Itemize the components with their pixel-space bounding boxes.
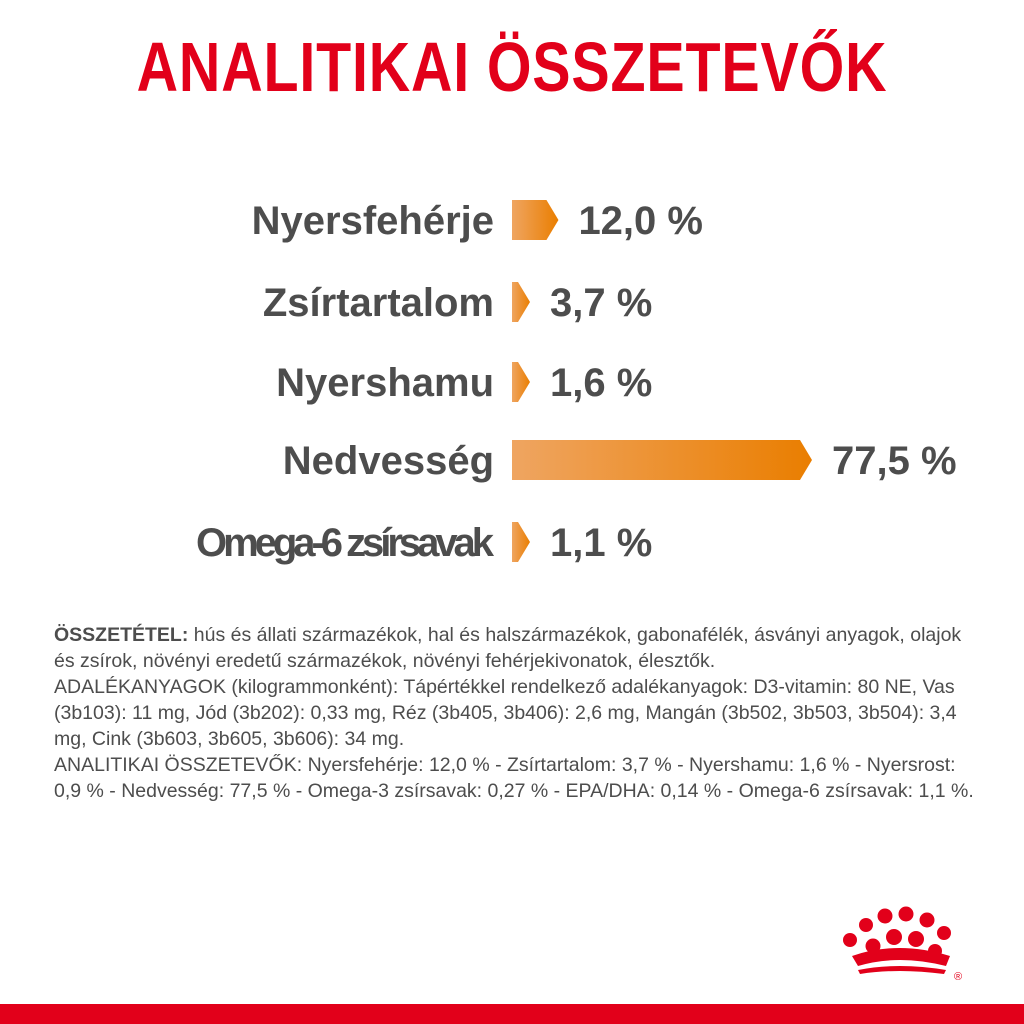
value-label: 12,0 %	[578, 199, 703, 243]
category-label: Omega-6 zsírsavak	[196, 521, 494, 565]
analytical-paragraph: ANALITIKAI ÖSSZETEVŐK: Nyersfehérje: 12,0 % - Zsírtartalom: 3,7 % - Nyershamu: 1,6 % - Nyersrost: 0,9 % - Nedvesség: 77,5 % - Omega-3 zsírsavak: 0,27 % - EPA/DHA: 0,14 % - Omega-6 zsírsavak: 1,1 %.	[54, 754, 974, 802]
category-label: Nyershamu	[276, 361, 494, 405]
bar	[512, 522, 530, 562]
value-label: 1,6 %	[550, 361, 653, 405]
additives-paragraph: ADALÉKANYAGOK (kilogrammonként): Tápértékkel rendelkező adalékanyagok: D3-vitamin: 80 NE, Vas (3b103): 11 mg, Jód (3b202): 0,33 mg, Réz (3b405, 3b406): 2,6 mg, Mangán (3b502, 3b503, 3b504): 3,4 mg, Cink (3b603, 3b605, 3b606): 34 mg.	[54, 676, 957, 750]
registered-mark: ®	[954, 971, 963, 982]
category-label: Zsírtartalom	[262, 281, 494, 325]
category-label: Nedvesség	[282, 439, 494, 483]
composition-paragraph	[54, 622, 974, 674]
bar	[512, 440, 812, 480]
brand-footer-bar	[0, 1004, 1024, 1024]
bar	[512, 282, 530, 322]
value-label: 3,7 %	[550, 281, 653, 325]
composition-label: ÖSSZETÉTEL:	[54, 624, 189, 646]
value-label: 1,1 %	[550, 521, 653, 565]
category-label: Nyersfehérje	[251, 199, 494, 243]
bar	[512, 362, 530, 402]
bar	[512, 200, 558, 240]
composition-ingredients: hús és állati származékok, hal és halszármazékok, gabonafélék, ásványi anyagok, olajok és zsírok, növényi eredetű származékok, növényi fehérjekivonatok, élesztők.	[54, 624, 962, 672]
page-title: ANALITIKAI ÖSSZETEVŐK	[136, 28, 888, 106]
composition-text	[54, 622, 974, 804]
value-label: 77,5 %	[832, 439, 957, 483]
nutrient-bar-chart	[0, 170, 1024, 590]
royal-canin-crown-icon	[838, 906, 970, 982]
